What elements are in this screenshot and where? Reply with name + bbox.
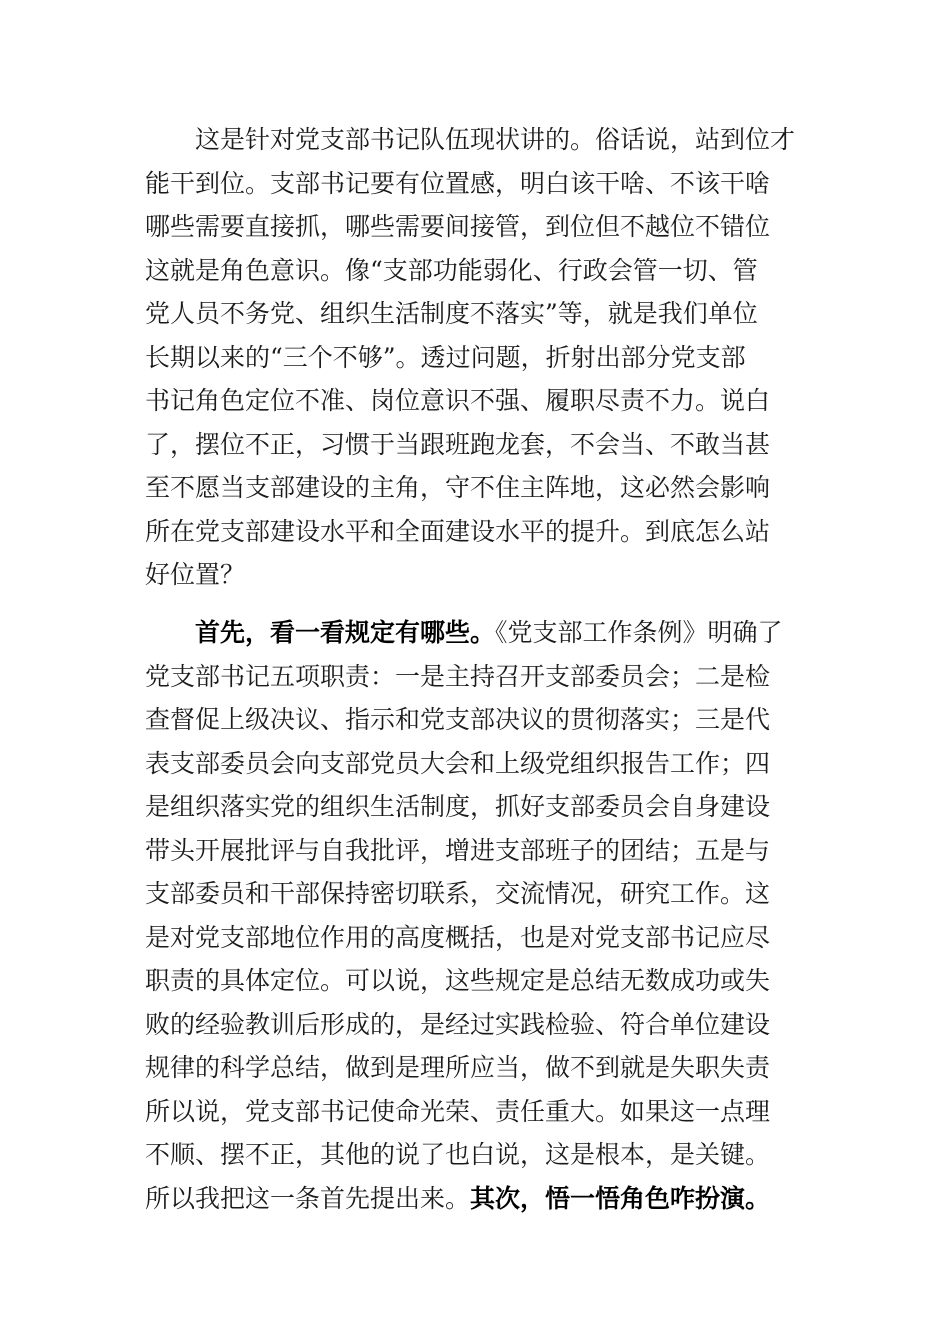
paragraph-2-line: 表支部委员会向支部党员大会和上级党组织报告工作；四 <box>145 748 771 778</box>
paragraph-2-line: 支部委员和干部保持密切联系，交流情况，研究工作。这 <box>145 879 771 908</box>
paragraph-1-line: 这是针对党支部书记队伍现状讲的。俗话说，站到位才 <box>145 125 796 154</box>
paragraph-1-line: 了，摆位不正，习惯于当跟班跑龙套，不会当、不敢当甚 <box>145 429 771 459</box>
paragraph-2 <box>145 611 810 1220</box>
paragraph-1-line: 所在党支部建设水平和全面建设水平的提升。到底怎么站 <box>145 516 771 546</box>
paragraph-1-line: 好位置？ <box>145 560 246 589</box>
paragraph-1-line: 能干到位。支部书记要有位置感，明白该干啥、不该干啥 <box>145 168 771 198</box>
paragraph-2-first-line-text: 《党支部工作条例》明确了 <box>495 618 783 647</box>
section-heading-second: 其次，悟一悟角色咋扮演。 <box>470 1183 771 1213</box>
paragraph-2-line: 带头开展批评与自我批评，增进支部班子的团结；五是与 <box>145 835 771 865</box>
paragraph-2-first-line <box>145 611 810 655</box>
paragraph-1-line: 长期以来的“三个不够”。透过问题，折射出部分党支部 <box>145 342 746 372</box>
paragraph-2-line: 职责的具体定位。可以说，这些规定是总结无数成功或失 <box>145 966 771 995</box>
paragraph-1-line: 哪些需要直接抓，哪些需要间接管，到位但不越位不错位 <box>145 212 771 241</box>
paragraph-1-line: 书记角色定位不准、岗位意识不强、履职尽责不力。说白 <box>145 386 771 415</box>
paragraph-2-last-line-text: 所以我把这一条首先提出来。 <box>145 1183 471 1213</box>
section-heading-first: 首先，看一看规定有哪些。 <box>145 618 496 647</box>
paragraph-1-line: 至不愿当支部建设的主角，守不住主阵地，这必然会影响 <box>145 473 771 502</box>
paragraph-2-line: 是组织落实党的组织生活制度，抓好支部委员会自身建设 <box>145 792 771 821</box>
paragraph-2-line: 规律的科学总结，做到是理所应当，做不到就是失职失责 <box>145 1053 771 1082</box>
paragraph-2-line: 查督促上级决议、指示和党支部决议的贯彻落实；三是代 <box>145 705 771 734</box>
paragraph-1-line: 这就是角色意识。像“支部功能弱化、行政会管一切、管 <box>145 255 758 285</box>
paragraph-2-line: 败的经验教训后形成的，是经过实践检验、符合单位建设 <box>145 1009 771 1039</box>
paragraph-2-line: 党支部书记五项职责：一是主持召开支部委员会；二是检 <box>145 661 771 691</box>
paragraph-2-line: 不顺、摆不正，其他的说了也白说，这是根本，是关键。 <box>145 1140 771 1169</box>
paragraph-2-line: 是对党支部地位作用的高度概括，也是对党支部书记应尽 <box>145 922 771 952</box>
paragraph-1-line: 党人员不务党、组织生活制度不落实”等，就是我们单位 <box>145 299 758 328</box>
paragraph-1 <box>145 118 810 597</box>
paragraph-2-last-line <box>145 1177 810 1221</box>
paragraph-2-line: 所以说，党支部书记使命光荣、责任重大。如果这一点理 <box>145 1096 771 1126</box>
